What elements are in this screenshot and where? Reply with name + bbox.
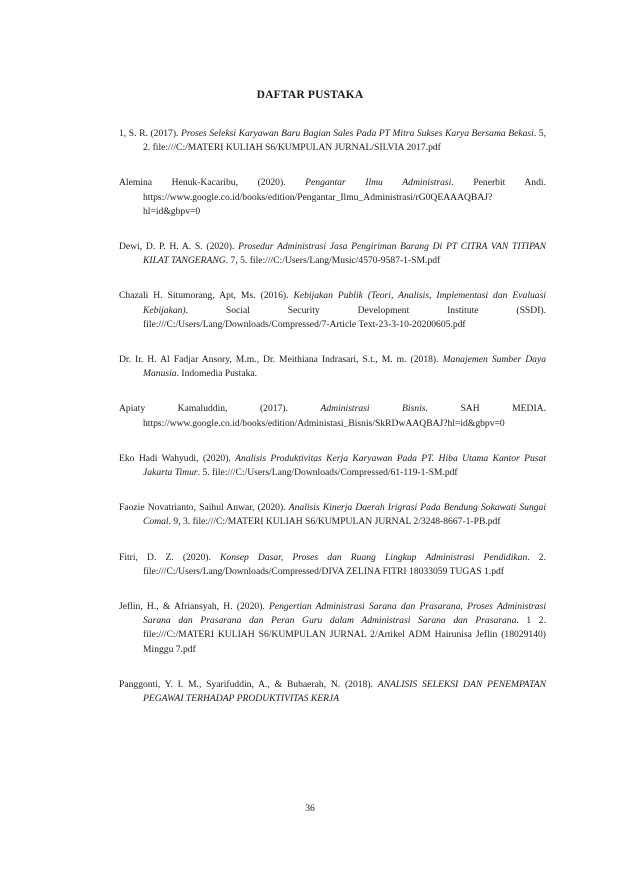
reference-title: Proses Seleksi Karyawan Baru Bagian Sales Pada PT Mitra Sukses Karya Bersama Bekasi xyxy=(181,128,534,139)
reference-title: ANALISIS SELEKSI DAN PENEMPATAN PEGAWAI TERHADAP PRODUKTIVITAS KERJA xyxy=(143,678,547,705)
reference-details: . Indomedia Pustaka. xyxy=(176,368,258,380)
page-number: 36 xyxy=(305,803,315,814)
reference-author: Eko Hadi Wahyudi, (2020). xyxy=(119,452,236,464)
reference-entry xyxy=(119,452,546,480)
reference-title: Konsep Dasar, Proses dan Ruang Lingkup Administrasi Pendidikan xyxy=(220,551,528,563)
reference-details: . 9, 3. file:///C:/MATERI KULIAH S6/KUMPULAN JURNAL 2/3248-8667-1-PB.pdf xyxy=(168,516,501,528)
reference-title: Administrasi Bisnis xyxy=(320,403,426,415)
reference-title: Prosedur Administrasi Jasa Pengiriman Barang Di PT CITRA VAN TITIPAN KILAT TANGERANG xyxy=(143,241,546,267)
reference-author: Alemina Henuk-Kacaribu, (2020). xyxy=(119,177,306,189)
page-title: DAFTAR PUSTAKA xyxy=(256,89,364,101)
reference-details: . Penerbit Andi. https://www.google.co.id/books/edition/Pengantar_Ilmu_Administrasi/rG0QEAAAQBAJ?hl=id&gbpv=0 xyxy=(143,177,546,217)
reference-entry xyxy=(119,402,546,430)
reference-details: . 1 2. file:///C:/MATERI KULIAH S6/KUMPULAN JURNAL 2/Artikel ADM Hairunisa Jeflin (18029140) Minggu 7.pdf xyxy=(143,615,546,655)
reference-details: . 5, 2. file:///C:/MATERI KULIAH S6/KUMPULAN JURNAL/SILVIA 2017.pdf xyxy=(143,128,546,154)
reference-entry xyxy=(119,353,546,381)
reference-title: Analisis Produktivitas Kerja Karyawan Pada PT. Hiba Utama Kantor Pusat Jakarta Timur xyxy=(143,452,546,479)
reference-details: . 2. file:///C:/Users/Lang/Downloads/Compressed/DIVA ZELINA FITRI 18033059 TUGAS 1.pdf xyxy=(143,551,546,577)
reference-details: . SAH MEDIA. https://www.google.co.id/books/edition/Administasi_Bisnis/SkRDwAAQBAJ?hl=id&gbpv=0 xyxy=(143,403,546,429)
reference-entry xyxy=(119,240,546,268)
reference-details: . 5. file:///C:/Users/Lang/Downloads/Compressed/61-119-1-SM.pdf xyxy=(197,467,458,479)
reference-title: Pengertian Administrasi Sarana dan Prasarana, Proses Administrasi Sarana dan Prasarana dan Peran Guru dalam Administrasi Sarana dan Prasarana xyxy=(143,601,546,627)
reference-author: Dr. Ir. H. Al Fadjar Ansory, M.m., Dr. Meithiana Indrasari, S.t., M. m. (2018). xyxy=(119,354,443,366)
reference-title: Kebijakan Publik (Teori, Analisis, Implementasi dan Evaluasi Kebijakan) xyxy=(143,290,546,316)
reference-entry xyxy=(119,600,546,657)
reference-title: Analisis Kinerja Daerah Irigrasi Pada Bendung Sokawati Sungai Comal xyxy=(143,502,546,528)
reference-author: 1, S. R. (2017). xyxy=(119,128,182,139)
reference-author: Fitri, D. Z. (2020). xyxy=(119,551,221,563)
reference-author: Apiaty Kamaluddin, (2017). xyxy=(119,403,321,415)
reference-author: Chazali H. Situmorang, Apt, Ms. (2016). xyxy=(119,290,294,302)
reference-author: Dewi, D. P. H. A. S. (2020). xyxy=(119,241,239,253)
reference-author: Jeflin, H., & Afriansyah, H. (2020). xyxy=(119,601,269,613)
reference-entry xyxy=(119,551,546,579)
reference-entry xyxy=(119,127,546,155)
reference-author: Panggonti, Y. I. M., Syarifuddin, A., & Bubaerah, N. (2018). xyxy=(119,678,378,690)
reference-entry xyxy=(119,289,546,332)
reference-title: Pengantar Ilmu Administrasi xyxy=(305,177,452,189)
reference-entry xyxy=(119,176,546,219)
reference-details: . 7, 5. file:///C:/Users/Lang/Music/4570-9587-1-SM.pdf xyxy=(225,255,441,267)
reference-author: Faozie Novatrianto, Saihul Anwar, (2020). xyxy=(119,502,289,514)
reference-title: Manajemen Sumber Daya Manusia xyxy=(143,354,546,380)
reference-entry xyxy=(119,678,546,706)
reference-list xyxy=(119,127,546,727)
reference-details: . Social Security Development Institute (SSDI). file:///C:/Users/Lang/Downloads/Compressed/7-Article Text-23-3-10-20200605.pdf xyxy=(143,304,546,330)
reference-entry xyxy=(119,501,546,529)
